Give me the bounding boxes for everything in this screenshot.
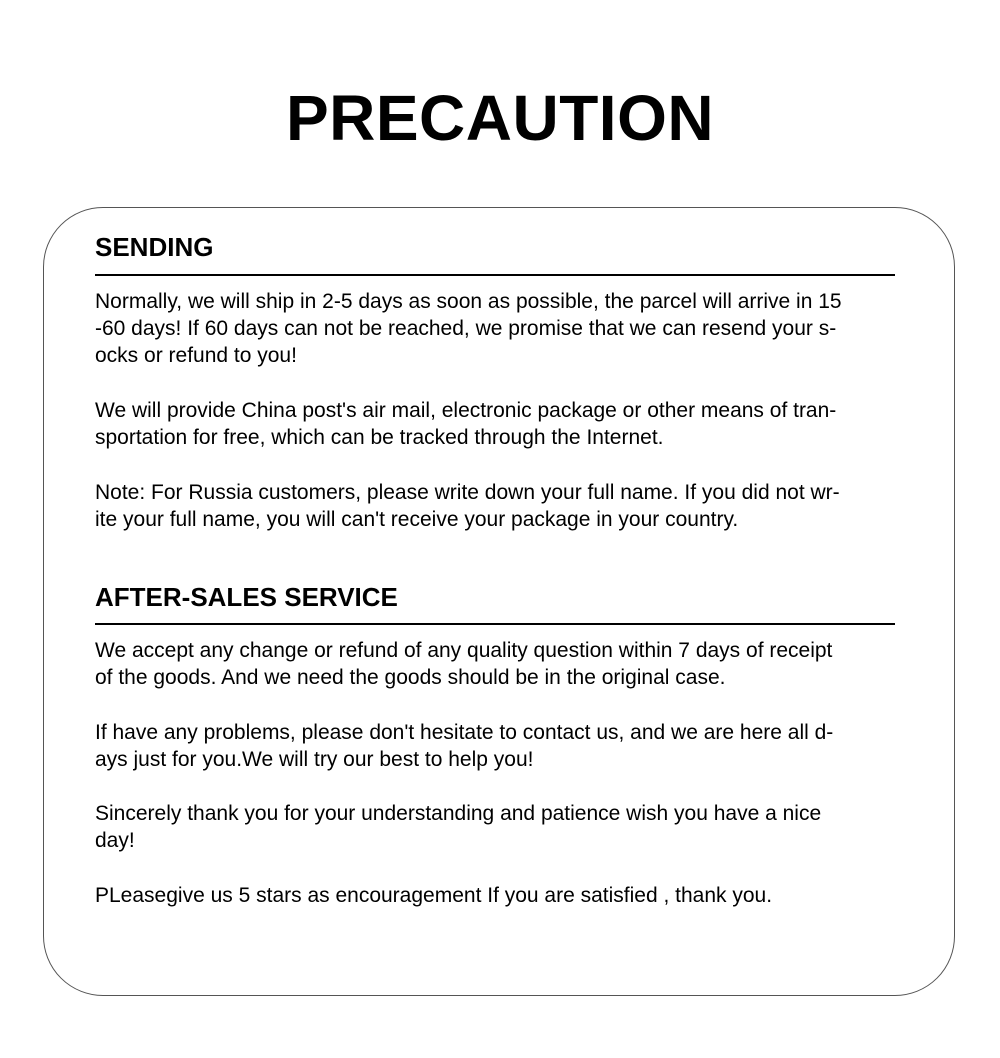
- after-sales-paragraph: PLeasegive us 5 stars as encouragement If you are satisfied , thank you.: [95, 884, 773, 907]
- page-title: PRECAUTION: [285, 82, 715, 154]
- after-sales-divider: [95, 623, 895, 625]
- sending-paragraph: Normally, we will ship in 2-5 days as soon as possible, the parcel will arrive in 15 -60 days! If 60 days can not be reached, we promise that we can resend your s- ocks or refund to you!: [95, 290, 842, 367]
- sending-paragraph: Note: For Russia customers, please write down your full name. If you did not wr- ite your full name, you will can't receive your package in your country.: [95, 481, 840, 531]
- sending-paragraph: We will provide China post's air mail, electronic package or other means of tran- sportation for free, which can be tracked through the Internet.: [95, 399, 837, 449]
- after-sales-paragraph: If have any problems, please don't hesitate to contact us, and we are here all d- ays just for you.We will try our best to help you!: [95, 721, 834, 771]
- sending-divider: [95, 274, 895, 276]
- after-sales-paragraph: Sincerely thank you for your understanding and patience wish you have a nice day!: [95, 802, 822, 852]
- after-sales-heading: AFTER-SALES SERVICE: [95, 582, 398, 612]
- after-sales-paragraph: We accept any change or refund of any quality question within 7 days of receipt of the goods. And we need the goods should be in the original case.: [95, 639, 833, 689]
- sending-heading: SENDING: [95, 232, 214, 262]
